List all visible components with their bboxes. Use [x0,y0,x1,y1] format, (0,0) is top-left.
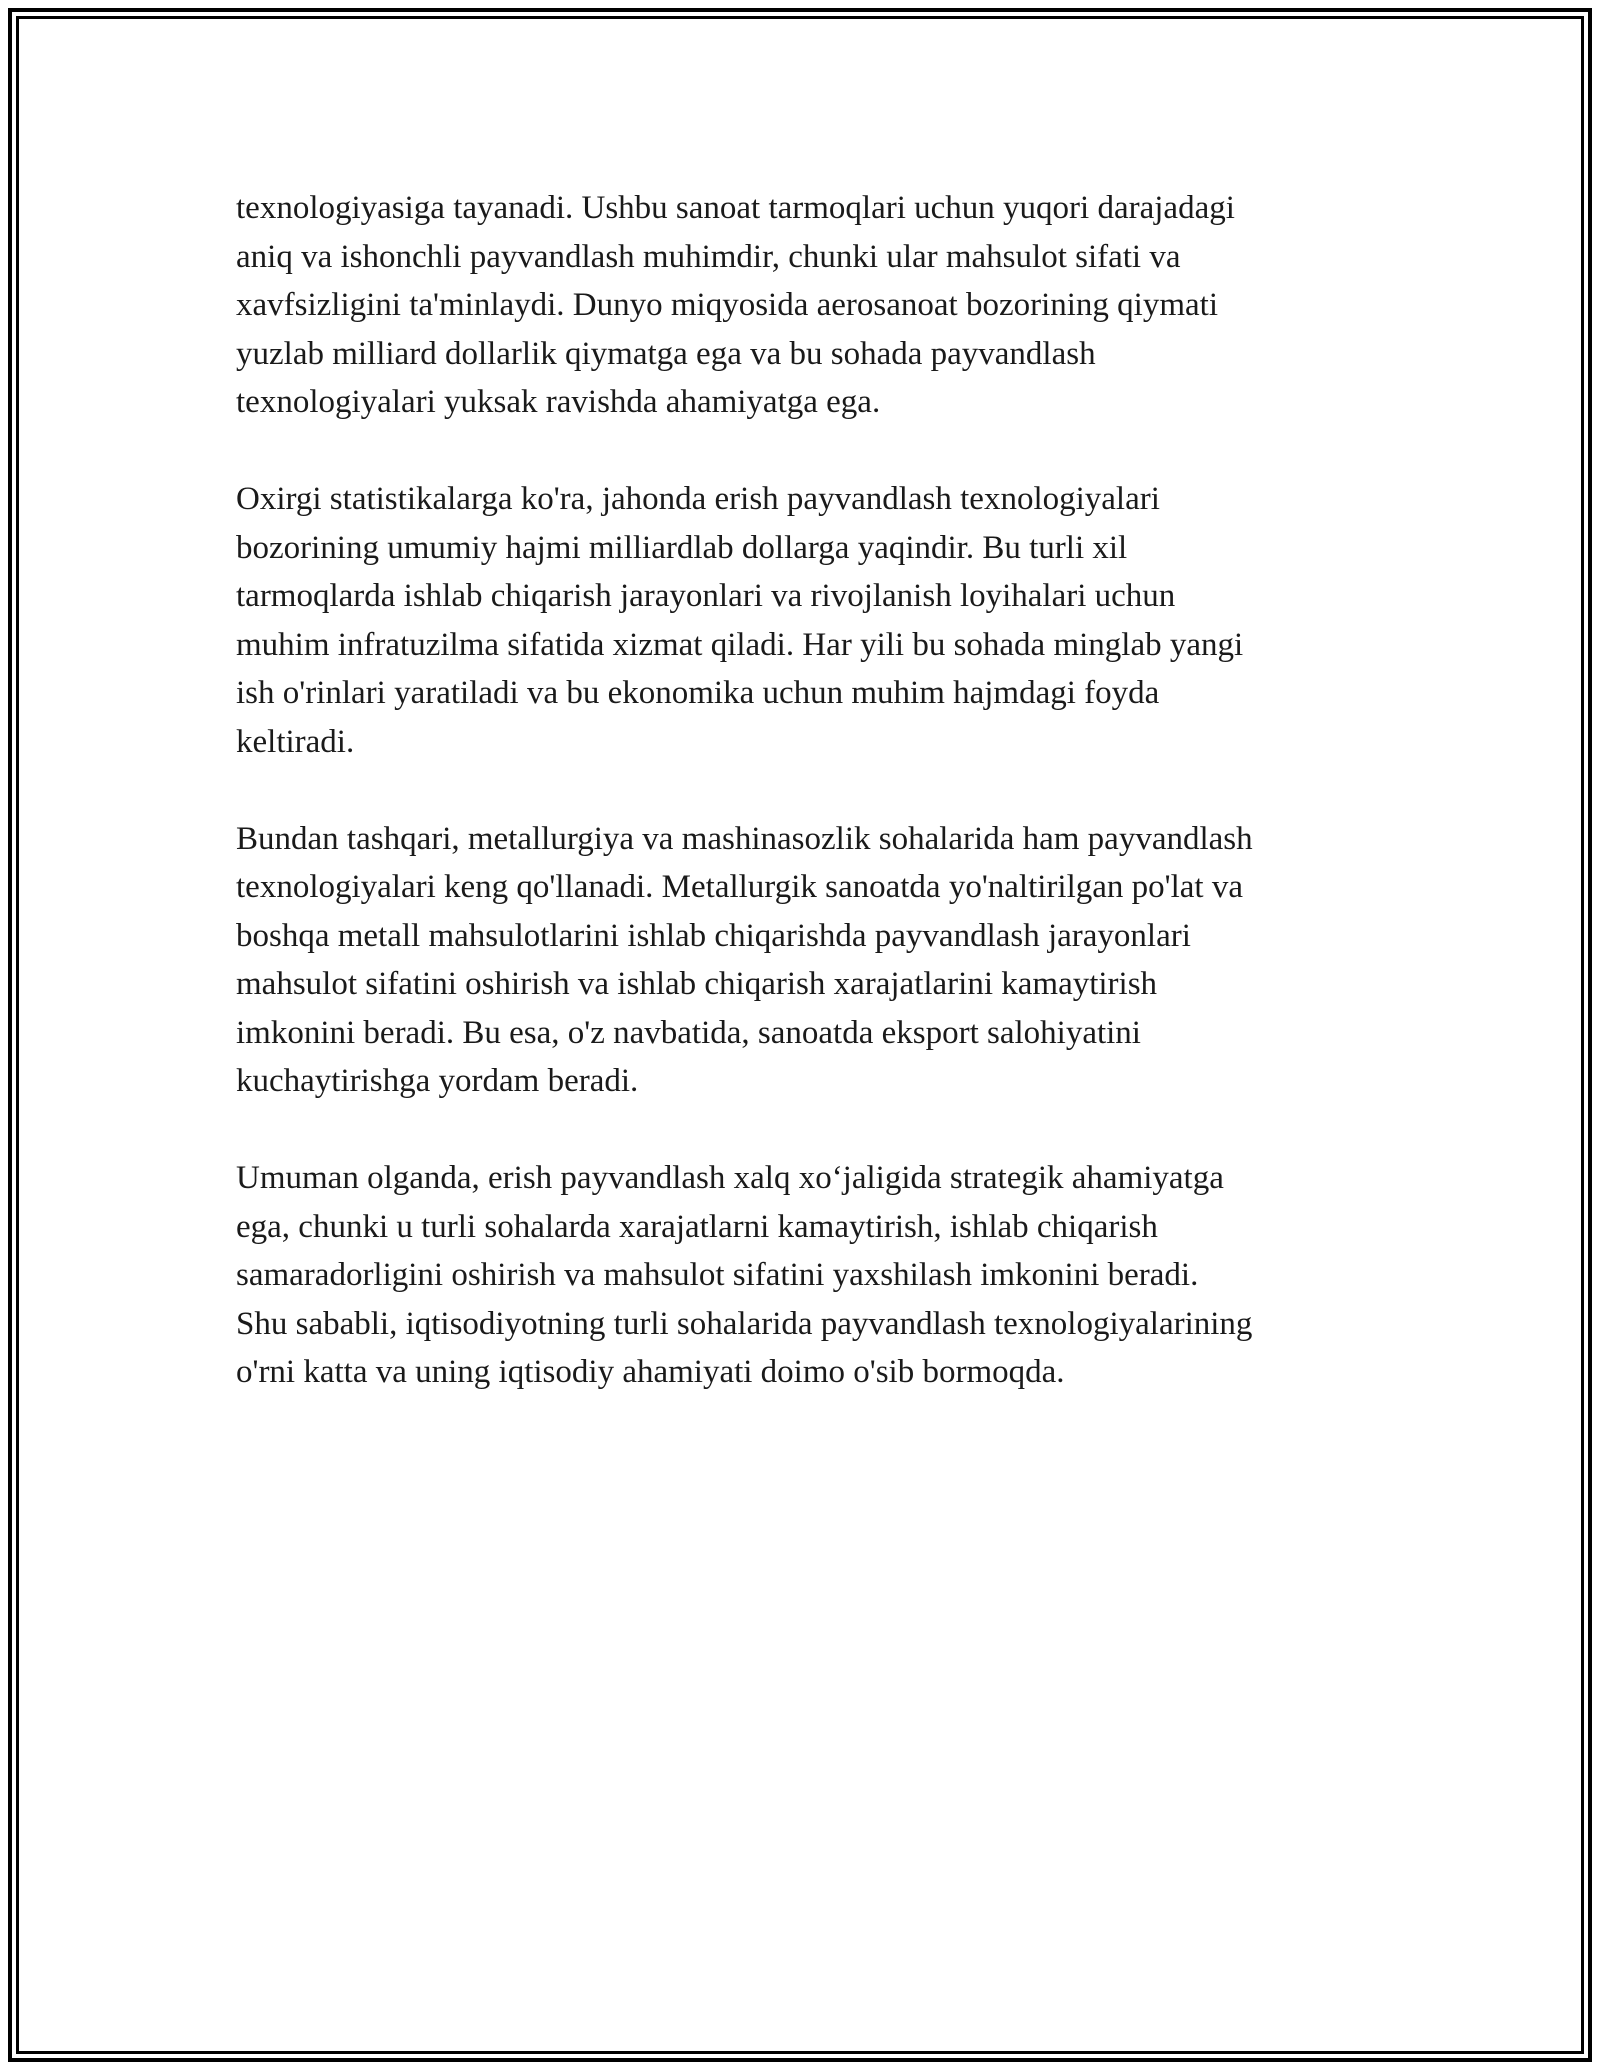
paragraph-3: Bundan tashqari, metallurgiya va mashinasozlik sohalarida ham payvandlash texnologiyalari keng qo'llanadi. Metallurgik sanoatda yo'naltirilgan po'lat va boshqa metall mahsulotlarini ishlab chiqarishda payvandlash jarayonlari mahsulot sifatini oshirish va ishlab chiqarish xarajatlarini kamaytirish imkonini beradi. Bu esa, o'z navbatida, sanoatda eksport salohiyatini kuchaytirishga yordam beradi. [236,820,1253,1099]
paragraph-1: texnologiyasiga tayanadi. Ushbu sanoat tarmoqlari uchun yuqori darajadagi aniq va ishonchli payvandlash muhimdir, chunki ular mahsulot sifati va xavfsizligini ta'minlaydi. Dunyo miqyosida aerosanoat bozorining qiymati yuzlab milliard dollarlik qiymatga ega va bu sohada payvandlash texnologiyalari yuksak ravishda ahamiyatga ega. [236,190,1235,420]
paragraph-2: Oxirgi statistikalarga ko'ra, jahonda erish payvandlash texnologiyalari bozorining umumiy hajmi milliardlab dollarga yaqindir. Bu turli xil tarmoqlarda ishlab chiqarish jarayonlari va rivojlanish loyihalari uchun muhim infratuzilma sifatida xizmat qiladi. Har yili bu sohada minglab yangi ish o'rinlari yaratiladi va bu ekonomika uchun muhim hajmdagi foyda keltiradi. [236,481,1244,760]
document-body [236,184,1376,1445]
paragraph-4: Umuman olganda, erish payvandlash xalq xo‘jaligida strategik ahamiyatga ega, chunki u turli sohalarda xarajatlarni kamaytirish, ishlab chiqarish samaradorligini oshirish va mahsulot sifatini yaxshilash imkonini beradi. Shu sababli, iqtisodiyotning turli sohalarida payvandlash texnologiyalarining o'rni katta va uning iqtisodiy ahamiyati doimo o'sib bormoqda. [236,1160,1253,1390]
